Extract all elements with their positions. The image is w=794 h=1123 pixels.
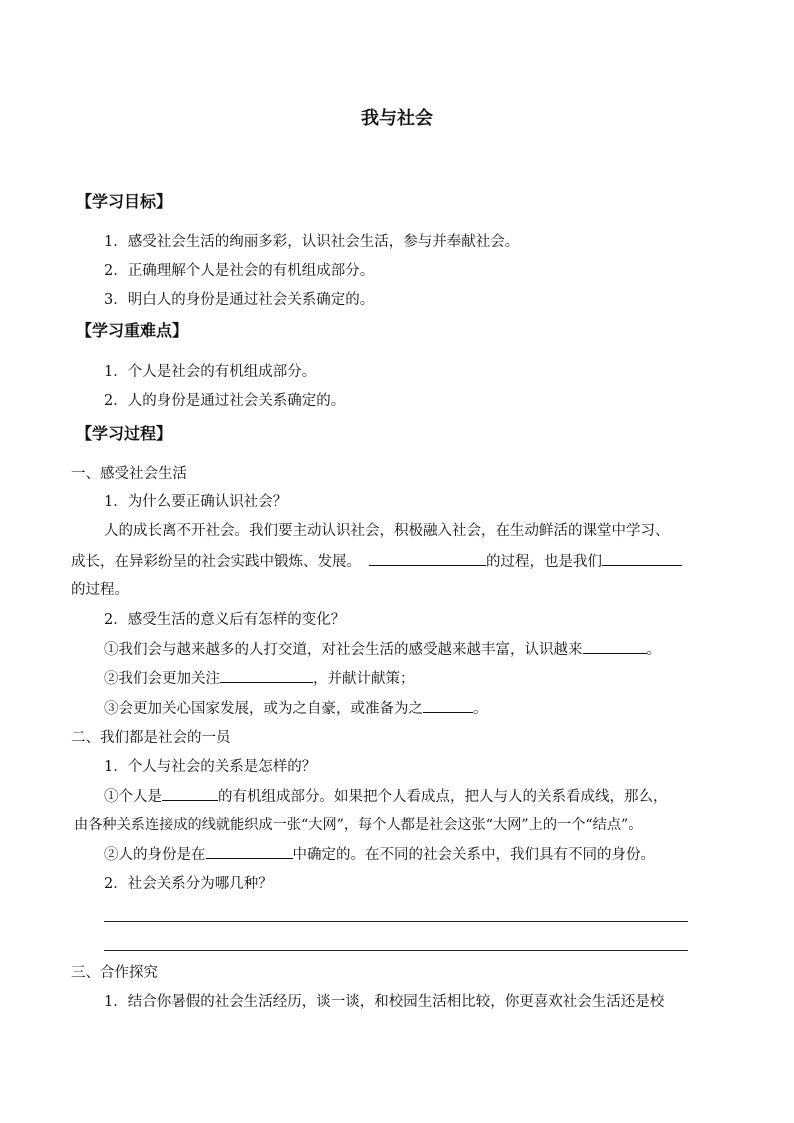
fill-blank[interactable] [162, 786, 218, 801]
section-heading-keypoints: 【学习重难点】 [76, 321, 189, 340]
part2-item-1-line2: 由各种关系连接成的线就能织成一张“大网”，每个人都是社会这张“大网”上的一个“结点”。 [74, 817, 643, 833]
part1-change-1 [104, 639, 661, 660]
part1-paragraph-text-b: 的过程，也是我们 [486, 554, 602, 570]
part1-paragraph-line1: 人的成长离不开社会。我们要主动认识社会，积极融入社会，在生动鲜活的课堂中学习、 [104, 523, 670, 539]
fill-blank[interactable] [583, 639, 647, 654]
part1-question-1: 1．为什么要正确认识社会？ [104, 494, 288, 510]
answer-line[interactable] [104, 921, 688, 922]
part2-item-1-text-a: ①个人是 [104, 789, 162, 805]
keypoint-item-1: 1．个人是社会的有机组成部分。 [104, 364, 317, 380]
fill-blank[interactable] [423, 698, 473, 713]
part1-change-2-end: ，并献计献策； [313, 671, 415, 687]
part1-paragraph-line3: 的过程。 [71, 582, 129, 598]
part2-item-2-text-b: 中确定的。在不同的社会关系中，我们具有不同的身份。 [292, 847, 655, 863]
part2-question-1: 1．个人与社会的关系是怎样的？ [104, 759, 317, 775]
part2-item-1-text-b: 的有机组成部分。如果把个人看成点，把人与人的关系看成线，那么， [218, 789, 668, 805]
part2-heading: 二、我们都是社会的一员 [71, 730, 231, 746]
objective-item-1: 1．感受社会生活的绚丽多彩，认识社会生活，参与并奉献社会。 [104, 234, 520, 250]
part2-item-2-text-a: ②人的身份是在 [104, 847, 206, 863]
section-heading-objectives: 【学习目标】 [76, 192, 173, 211]
fill-blank[interactable] [369, 551, 486, 566]
part1-question-2: 2．感受生活的意义后有怎样的变化？ [104, 612, 346, 628]
part2-item-1 [104, 786, 668, 807]
part1-paragraph-line2 [71, 551, 682, 572]
part1-change-3-text: ③会更加关心国家发展，或为之自豪，或准备为之 [104, 701, 423, 717]
part1-paragraph-text-a: 成长，在异彩纷呈的社会实践中锻炼、发展。 [71, 554, 361, 570]
part1-change-1-text: ①我们会与越来越多的人打交道，对社会生活的感受越来越丰富，认识越来 [104, 642, 583, 658]
fill-blank[interactable] [206, 844, 293, 859]
part1-change-2-text: ②我们会更加关注 [104, 671, 220, 687]
part3-question-1: 1．结合你暑假的社会生活经历，谈一谈，和校园生活相比较，你更喜欢社会生活还是校 [104, 994, 665, 1010]
objective-item-3: 3．明白人的身份是通过社会关系确定的。 [104, 292, 375, 308]
answer-line[interactable] [104, 950, 688, 951]
fill-blank[interactable] [602, 551, 682, 566]
keypoint-item-2: 2．人的身份是通过社会关系确定的。 [104, 393, 346, 409]
part1-change-2 [104, 668, 415, 689]
part1-heading: 一、感受社会生活 [71, 466, 187, 482]
fill-blank[interactable] [220, 668, 313, 683]
part2-question-2: 2．社会关系分为哪几种？ [104, 876, 273, 892]
part3-heading: 三、合作探究 [71, 965, 158, 981]
part1-change-1-end: 。 [646, 642, 661, 658]
part1-change-3-end: 。 [473, 701, 488, 717]
section-heading-process: 【学习过程】 [76, 424, 173, 443]
part1-change-3 [104, 698, 488, 719]
part2-item-2 [104, 844, 655, 865]
page-title: 我与社会 [361, 108, 433, 129]
objective-item-2: 2．正确理解个人是社会的有机组成部分。 [104, 263, 375, 279]
